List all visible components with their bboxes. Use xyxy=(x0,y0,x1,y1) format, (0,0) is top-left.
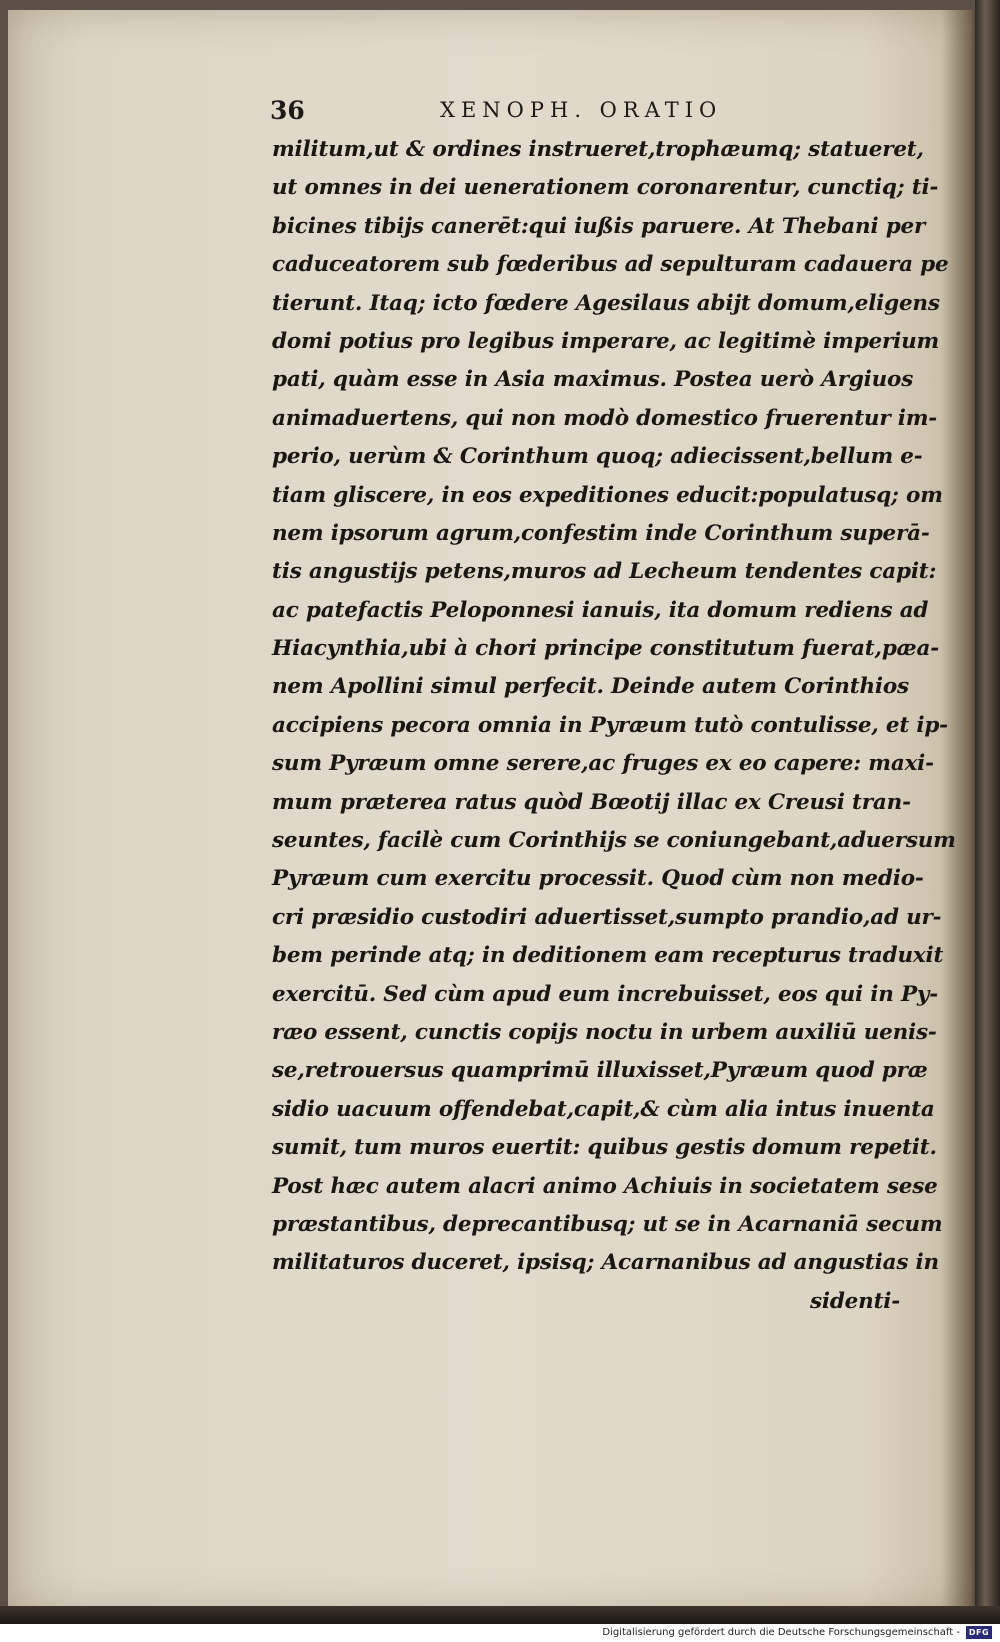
text-line: tierunt. Itaq; icto fœdere Agesilaus abijt domum,eligens xyxy=(272,290,940,316)
text-line: tis angustijs petens,muros ad Lecheum tendentes capit: xyxy=(272,559,937,585)
text-line: sum Pyræum omne serere,ac fruges ex eo capere: maxi- xyxy=(272,751,934,777)
text-block xyxy=(272,131,956,1321)
text-line: accipiens pecora omnia in Pyræum tutò contulisse, et ip- xyxy=(272,712,948,738)
text-line: se,retrouersus quamprimū illuxisset,Pyræum quod præ xyxy=(272,1058,928,1084)
page-header xyxy=(270,96,790,126)
text-line: mum præterea ratus quòd Bœotij illac ex Creusi tran- xyxy=(272,789,911,815)
text-line: ut omnes in dei uenerationem coronarentur, cunctiq; ti- xyxy=(272,175,939,201)
dfg-credit-text: Digitalisierung gefördert durch die Deutsche Forschungsgemeinschaft - xyxy=(602,1627,960,1638)
text-line: nem ipsorum agrum,confestim inde Corinthum superā- xyxy=(272,520,930,546)
text-line: præstantibus, deprecantibusq; ut se in Acarnaniā secum xyxy=(272,1211,943,1237)
text-line: pati, quàm esse in Asia maximus. Postea uerò Argiuos xyxy=(272,367,914,393)
text-line: militum,ut & ordines instrueret,trophæumq; statueret, xyxy=(272,137,924,162)
text-line: caduceatorem sub fœderibus ad sepulturam cadauera pe xyxy=(272,252,949,278)
text-line: Pyræum cum exercitu processit. Quod cùm non medio- xyxy=(272,866,924,892)
catchword: sidenti- xyxy=(809,1288,900,1314)
dfg-logo-icon: DFG xyxy=(966,1626,992,1639)
text-line: tiam gliscere, in eos expeditiones educit:populatusq; om xyxy=(272,482,943,508)
text-line: bem perinde atq; in deditionem eam recepturus traduxit xyxy=(272,943,944,969)
text-line: ræo essent, cunctis copijs noctu in urbem auxiliū uenis- xyxy=(272,1019,937,1045)
text-line: seuntes, facilè cum Corinthijs se coniungebant,aduersum xyxy=(272,828,956,854)
text-line: animaduertens, qui non modò domestico fruerentur im- xyxy=(272,405,938,431)
text-line: Post hæc autem alacri animo Achiuis in societatem sese xyxy=(272,1173,938,1199)
text-line: cri præsidio custodiri aduertisset,sumpto prandio,ad ur- xyxy=(272,904,942,930)
text-line: bicines tibijs canerēt:qui iußis paruere. At Thebani per xyxy=(272,213,926,239)
text-line: Hiacynthia,ubi à chori principe constitutum fuerat,pæa- xyxy=(272,636,939,662)
text-line: sumit, tum muros euertit: quibus gestis domum repetit. xyxy=(272,1135,937,1161)
text-line: militaturos duceret, ipsisq; Acarnanibus ad angustias in xyxy=(272,1250,939,1276)
text-line: perio, uerùm & Corinthum quoq; adiecissent,bellum e- xyxy=(272,444,923,470)
text-line: exercitū. Sed cùm apud eum increbuisset, eos qui in Py- xyxy=(272,981,938,1007)
text-line: nem Apollini simul perfecit. Deinde autem Corinthios xyxy=(272,674,909,700)
running-head: XENOPH. ORATIO xyxy=(440,98,723,122)
page-bottom-edge xyxy=(0,1606,1000,1624)
text-line: sidio uacuum offendebat,capit,& cùm alia intus inuenta xyxy=(272,1096,935,1122)
page-number: 36 xyxy=(270,96,305,125)
book-spine-edge xyxy=(975,0,1000,1642)
text-line: ac patefactis Peloponnesi ianuis, ita domum rediens ad xyxy=(272,597,929,623)
text-line: domi potius pro legibus imperare, ac legitimè imperium xyxy=(272,328,940,354)
